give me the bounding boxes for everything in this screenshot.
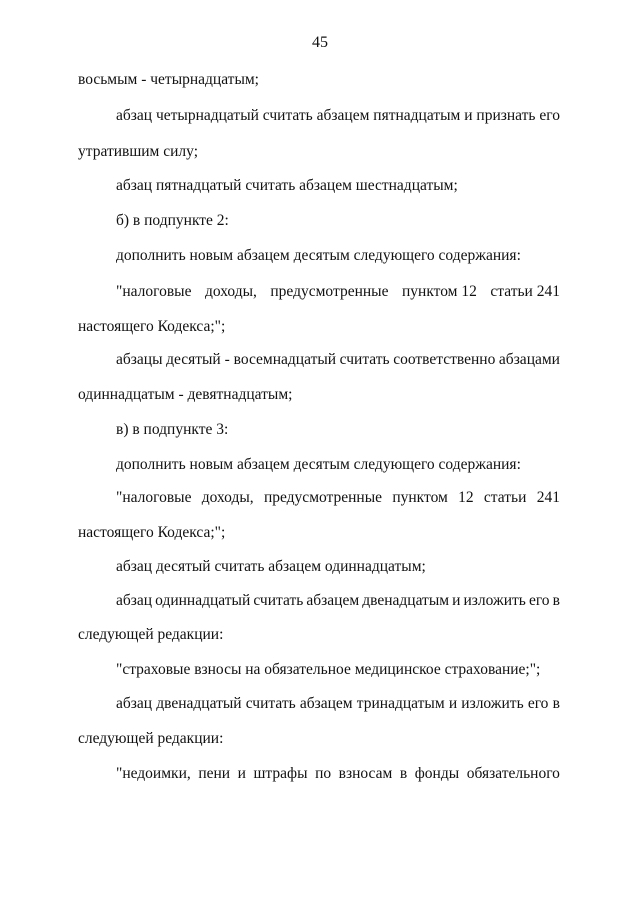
word: одиннадцатый — [155, 592, 251, 609]
word: в — [552, 592, 560, 609]
word: статьи — [483, 489, 527, 506]
word: 12 — [458, 489, 474, 506]
word: абзацем — [306, 592, 360, 609]
word: двенадцатым — [362, 592, 450, 609]
word: "налоговые — [116, 283, 192, 300]
word: "налоговые — [116, 489, 192, 506]
text-line-15: абзац десятый считать абзацем одиннадцатым; — [116, 558, 426, 575]
text-line-21 — [116, 764, 560, 784]
text-line-8: настоящего Кодекса;"; — [78, 318, 226, 335]
word: абзацем — [299, 695, 353, 712]
text-line-20: следующей редакции: — [78, 730, 224, 747]
word: доходы, — [204, 283, 257, 300]
word: признать — [476, 107, 536, 124]
word: и — [448, 695, 458, 712]
word: в — [552, 695, 560, 712]
word: его — [527, 695, 549, 712]
word: его — [539, 107, 560, 124]
word: абзац — [116, 107, 153, 124]
word: абзацами — [498, 351, 560, 368]
page-number: 45 — [312, 34, 328, 51]
word: штрафы — [253, 765, 308, 782]
text-line-16 — [116, 591, 560, 611]
word: абзац — [116, 592, 153, 609]
text-line-17: следующей редакции: — [78, 626, 224, 643]
word: 241 — [536, 489, 560, 506]
word: десятый - восемнадцатый — [166, 351, 337, 368]
word: по — [315, 765, 332, 782]
word: двенадцатый — [156, 695, 242, 712]
word: фонды — [414, 765, 460, 782]
text-line-7 — [116, 282, 560, 302]
word: его — [528, 592, 550, 609]
word: и — [452, 592, 461, 609]
word: абзацы — [116, 351, 163, 368]
word: пени — [198, 765, 231, 782]
word: доходы, — [201, 489, 254, 506]
word: предусмотренные — [263, 489, 383, 506]
word: предусмотренные — [270, 283, 389, 300]
text-line-19 — [116, 694, 560, 714]
text-line-10: одиннадцатым - девятнадцатым; — [78, 386, 293, 403]
word: считать — [339, 351, 390, 368]
text-line-4: абзац пятнадцатый считать абзацем шестнадцатым; — [116, 177, 458, 194]
text-line-14: настоящего Кодекса;"; — [78, 524, 226, 541]
text-line-3: утратившим силу; — [78, 143, 199, 160]
word: пунктом 12 — [401, 283, 477, 300]
text-line-13 — [116, 488, 560, 508]
word: в — [399, 765, 408, 782]
text-line-1: восьмым - четырнадцатым; — [78, 71, 259, 88]
text-line-5: б) в подпункте 2: — [116, 212, 229, 229]
word: и — [464, 107, 473, 124]
word: тринадцатым — [356, 695, 445, 712]
word: четырнадцатый — [155, 107, 259, 124]
word: абзац — [116, 695, 153, 712]
word: статьи 241 — [490, 283, 560, 300]
word: обязательного — [466, 765, 560, 782]
word: считать — [253, 592, 304, 609]
word: абзацем — [316, 107, 370, 124]
text-line-6: дополнить новым абзацем десятым следующего содержания: — [116, 247, 521, 264]
word: взносам — [338, 765, 393, 782]
word: "недоимки, — [116, 765, 191, 782]
word: пятнадцатым — [373, 107, 461, 124]
text-line-12: дополнить новым абзацем десятым следующего содержания: — [116, 456, 521, 473]
word: считать — [262, 107, 313, 124]
word: и — [237, 765, 246, 782]
word: пунктом — [392, 489, 448, 506]
text-line-9 — [116, 350, 560, 370]
text-line-11: в) в подпункте 3: — [116, 421, 229, 438]
word: изложить — [461, 695, 524, 712]
word: считать — [245, 695, 296, 712]
word: изложить — [463, 592, 526, 609]
word: соответственно — [393, 351, 496, 368]
text-line-18: "страховые взносы на обязательное медицинское страхование;"; — [116, 661, 541, 678]
text-line-2 — [116, 106, 560, 126]
